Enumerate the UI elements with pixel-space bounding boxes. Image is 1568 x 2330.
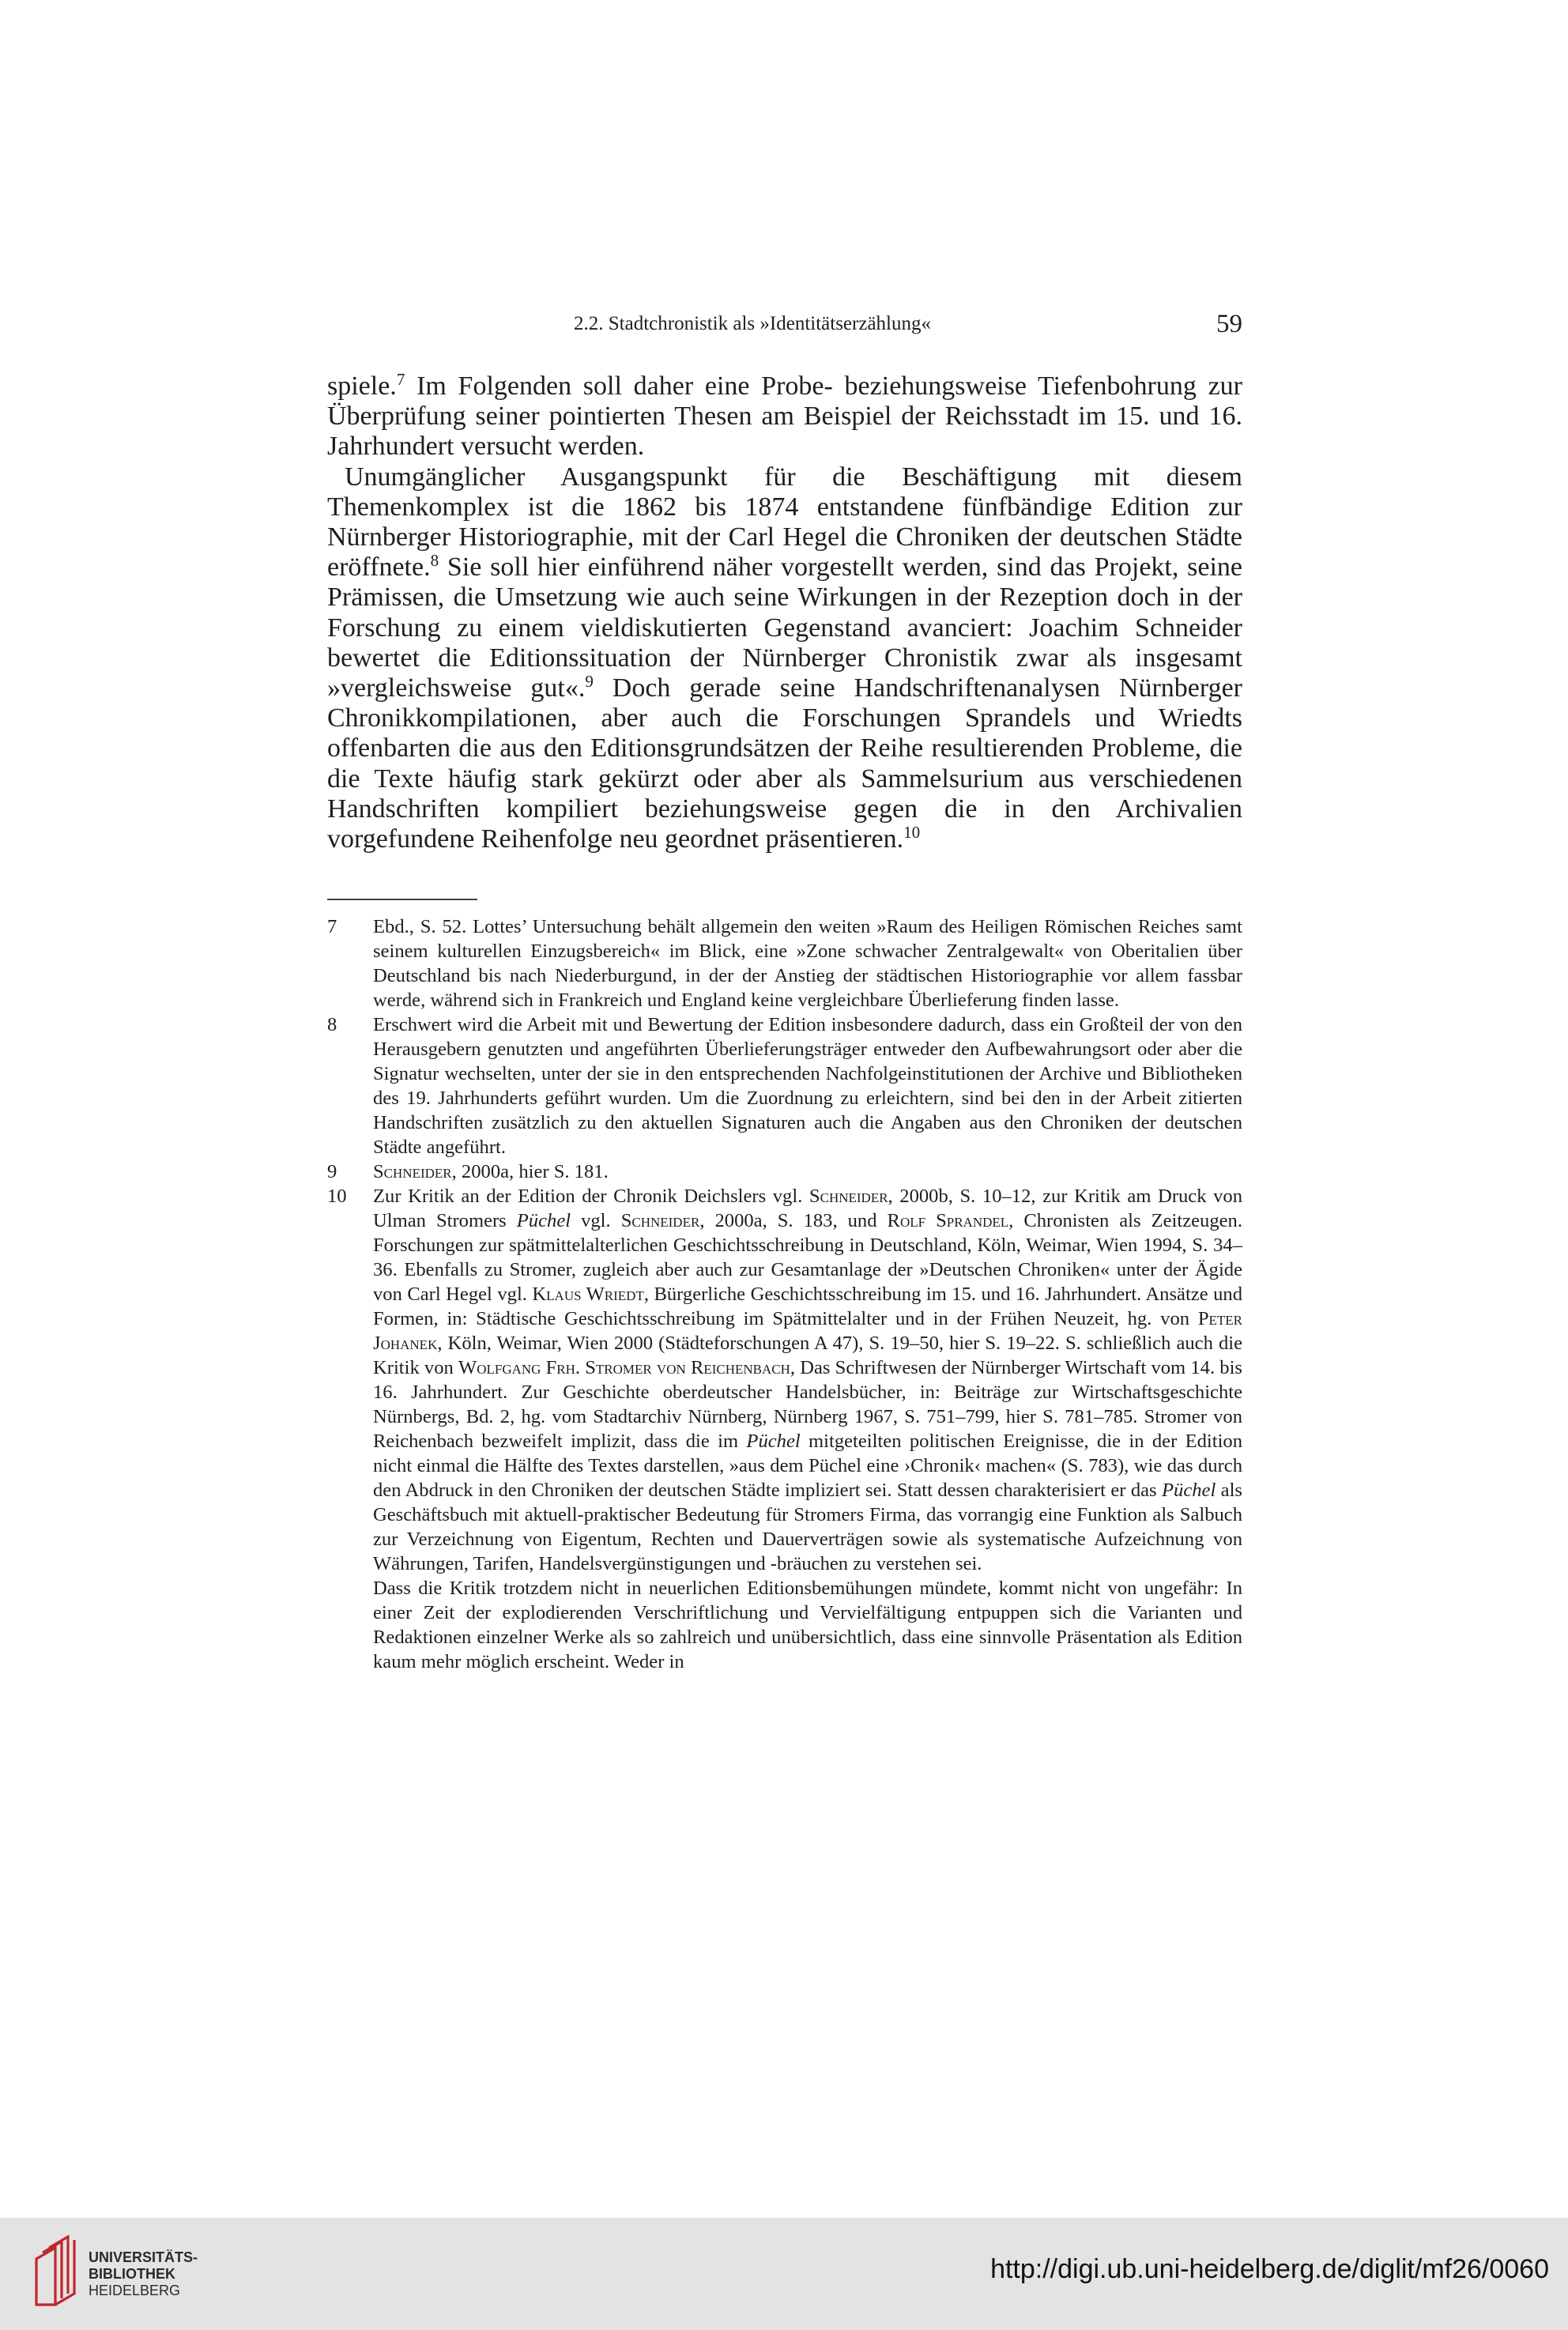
footnote-text: Dass die Kritik trotzdem nicht in neuerlichen Editionsbemühungen mündete, kommt nicht von ungefähr: In einer Zeit der explodierenden Verschriftlichung und Vervielfältigung entpuppen sich die Varianten und Redaktionen einzelner Werke als so zahlreich und unübersichtlich, dass eine sinnvolle Präsentation als Edition kaum mehr möglich erscheint. Weder in xyxy=(373,1578,1242,1672)
footnote-text: , 2000b, S. 10–12, zur Kritik am Druck von Ulman Stromers xyxy=(373,1186,1242,1231)
footnote-number: 10 xyxy=(327,1186,347,1207)
logo-line: BIBLIOTHEK xyxy=(89,2266,175,2282)
logo-line: HEIDELBERG xyxy=(89,2283,181,2298)
footnote-text: Erschwert wird die Arbeit mit und Bewertung der Edition insbesondere dadurch, dass ein Großteil der von den Herausgebern genutzten und angeführten Überlieferungsträger entweder den Aufbewahrungsort oder aber die Signatur wechselten, unter der sie in den entsprechenden Nachfolgeinstitutionen der Archive und Bibliotheken des 19. Jahrhunderts geführt wurden. Um die Zuordnung zu erleichtern, sind bei den in der Arbeit zitierten Handschriften zusätzlich zu den aktuellen Signaturen auch die Angaben aus den Chroniken der deutschen Städte angeführt. xyxy=(373,1014,1242,1158)
paragraph-text: Unumgänglicher Ausgangspunkt für die Beschäftigung mit diesem Themenkomplex ist die 1862 bis 1874 entstandene fünfbändige Edition zur Nürnberger Historiographie, mit der Carl Hegel die Chroniken der deutschen Städte eröffnete. xyxy=(327,462,1242,582)
footnote-text: mitgeteilten politischen Ereignisse, die in der Edition nicht einmal die Hälfte des Textes darstellen, »aus dem Püchel eine ›Chronik‹ machen« (S. 783), wie das durch den Abdruck in den Chroniken der deutschen Städte impliziert sei. Statt dessen charakterisiert er das xyxy=(373,1431,1243,1501)
author-name: Klaus Wriedt xyxy=(532,1284,644,1305)
page-number: 59 xyxy=(1216,310,1242,338)
footnote-ref-8[interactable]: 8 xyxy=(430,551,439,570)
paragraph-1 xyxy=(327,371,1242,462)
footnote-8 xyxy=(327,1012,1242,1159)
paragraph-2 xyxy=(327,462,1242,855)
library-logo-text xyxy=(89,2249,198,2299)
footnote-text: , 2000a, S. 183, und xyxy=(699,1210,888,1231)
paragraph-text: Sie soll hier einführend näher vorgestellt werden, sind das Projekt, seine Prämissen, die Umsetzung wie auch seine Wirkungen in der Rezeption doch in der Forschung zu einem vieldiskutierten Gegenstand avanciert: Joachim Schneider bewertet die Editionssituation der Nürnberger Chronistik zwar als insgesamt »vergleichsweise gut«. xyxy=(327,552,1242,703)
footnote-10-continuation xyxy=(327,1576,1242,1674)
paragraph-text: Im Folgenden soll daher eine Probe- beziehungsweise Tiefenbohrung zur Überprüfung seiner pointierten Thesen am Beispiel der Reichsstadt im 15. und 16. Jahrhundert versucht werden. xyxy=(327,371,1242,462)
footnote-ref-9[interactable]: 9 xyxy=(585,671,594,691)
italic-title: Püchel xyxy=(516,1210,571,1231)
footnote-number: 8 xyxy=(327,1014,337,1035)
footnote-text: Ebd., S. 52. Lottes’ Untersuchung behält allgemein den weiten »Raum des Heiligen Römischen Reiches samt seinem kulturellen Einzugsbereich« im Blick, eine »Zone schwacher Zentralgewalt« von Oberitalien über Deutschland bis nach Niederburgund, in der der Anstieg der städtischen Historiographie vor allem fassbar werde, während sich in Frankreich und England keine vergleichbare Überlieferung finden lasse. xyxy=(373,916,1242,1011)
footnote-number: 9 xyxy=(327,1161,337,1182)
author-name: Schneider xyxy=(620,1210,700,1231)
footnote-separator xyxy=(327,899,477,900)
university-library-logo-icon xyxy=(32,2235,77,2309)
author-name: Wolfgang Frh. Stromer von Reichenbach xyxy=(458,1357,790,1378)
paragraph-text: Doch gerade seine Handschriftenanalysen Nürnberger Chronikkompilationen, aber auch die Forschungen Sprandels und Wriedts offenbarten die aus den Editionsgrundsätzen der Reihe resultierenden Probleme, die die Texte häufig stark gekürzt oder aber als Sammelsurium aus verschiedenen Handschriften kompiliert beziehungsweise gegen die in den Archivalien vorgefundene Reihenfolge neu geordnet präsentieren. xyxy=(327,673,1242,854)
footnote-text: als Geschäftsbuch mit aktuell-praktischer Bedeutung für Stromers Firma, das vorrangig eine Funktion als Salbuch zur Verzeichnung von Eigentum, Rechten und Dauerverträgen sowie als systematische Aufzeichnung von Währungen, Tarifen, Handelsvergünstigungen und -bräuchen zu verstehen sei. xyxy=(373,1480,1243,1574)
library-footer-bar xyxy=(0,2218,1568,2330)
footnote-text: Zur Kritik an der Edition der Chronik Deichslers vgl. xyxy=(373,1186,809,1207)
footnote-ref-7[interactable]: 7 xyxy=(396,369,405,389)
footnote-text: vgl. xyxy=(571,1210,621,1231)
footnote-7 xyxy=(327,914,1242,1012)
footnote-text: , Chronisten als Zeitzeugen. Forschungen zur spätmittelalterlichen Geschichtsschreibung in Deutschland, Köln, Weimar, Wien 1994, S. 34–36. Ebenfalls zu Stromer, zugleich aber auch zur Gesamtanlage der »Deutschen Chroniken« unter der Ägide von Carl Hegel vgl. xyxy=(373,1210,1242,1305)
author-name: Schneider xyxy=(808,1186,888,1207)
footnote-text: , Bürgerliche Geschichtsschreibung im 15. und 16. Jahrhundert. Ansätze und Formen, in: Städtische Geschichtsschreibung im Spätmittelalter und in der Frühen Neuzeit, hg. von xyxy=(373,1284,1242,1329)
source-url-link[interactable]: http://digi.ub.uni-heidelberg.de/diglit/mf26/0060 xyxy=(990,2254,1549,2284)
footnote-9 xyxy=(327,1159,1242,1184)
footnote-ref-10[interactable]: 10 xyxy=(903,822,921,842)
main-text xyxy=(327,371,1242,854)
footnotes xyxy=(327,914,1242,1674)
running-head-title: 2.2. Stadtchronistik als »Identitätserzählung« xyxy=(574,313,931,334)
footnote-10 xyxy=(327,1184,1242,1576)
author-name: Schneider xyxy=(373,1161,452,1182)
running-head xyxy=(327,308,1242,340)
footnote-text: , Köln, Weimar, Wien 2000 (Städteforschungen A 47), S. 19–50, hier S. 19–22. S. schließlich auch die Kritik von xyxy=(373,1333,1242,1378)
author-name: Rolf Sprandel xyxy=(887,1210,1009,1231)
footnote-text: , Das Schriftwesen der Nürnberger Wirtschaft vom 14. bis 16. Jahrhundert. Zur Geschichte oberdeutscher Handelsbücher, in: Beiträge zur Wirtschaftsgeschichte Nürnbergs, Bd. 2, hg. vom Stadtarchiv Nürnberg, Nürnberg 1967, S. 751–799, hier S. 781–785. Stromer von Reichenbach bezweifelt implizit, dass die im xyxy=(373,1357,1242,1452)
paragraph-text: spiele. xyxy=(327,371,397,401)
italic-title: Püchel xyxy=(1162,1480,1216,1501)
logo-line: UNIVERSITÄTS- xyxy=(89,2249,198,2265)
footnote-text: , 2000a, hier S. 181. xyxy=(451,1161,609,1182)
italic-title: Püchel xyxy=(746,1431,801,1452)
footnote-number: 7 xyxy=(327,916,337,937)
author-name: Peter Johanek xyxy=(373,1308,1242,1354)
